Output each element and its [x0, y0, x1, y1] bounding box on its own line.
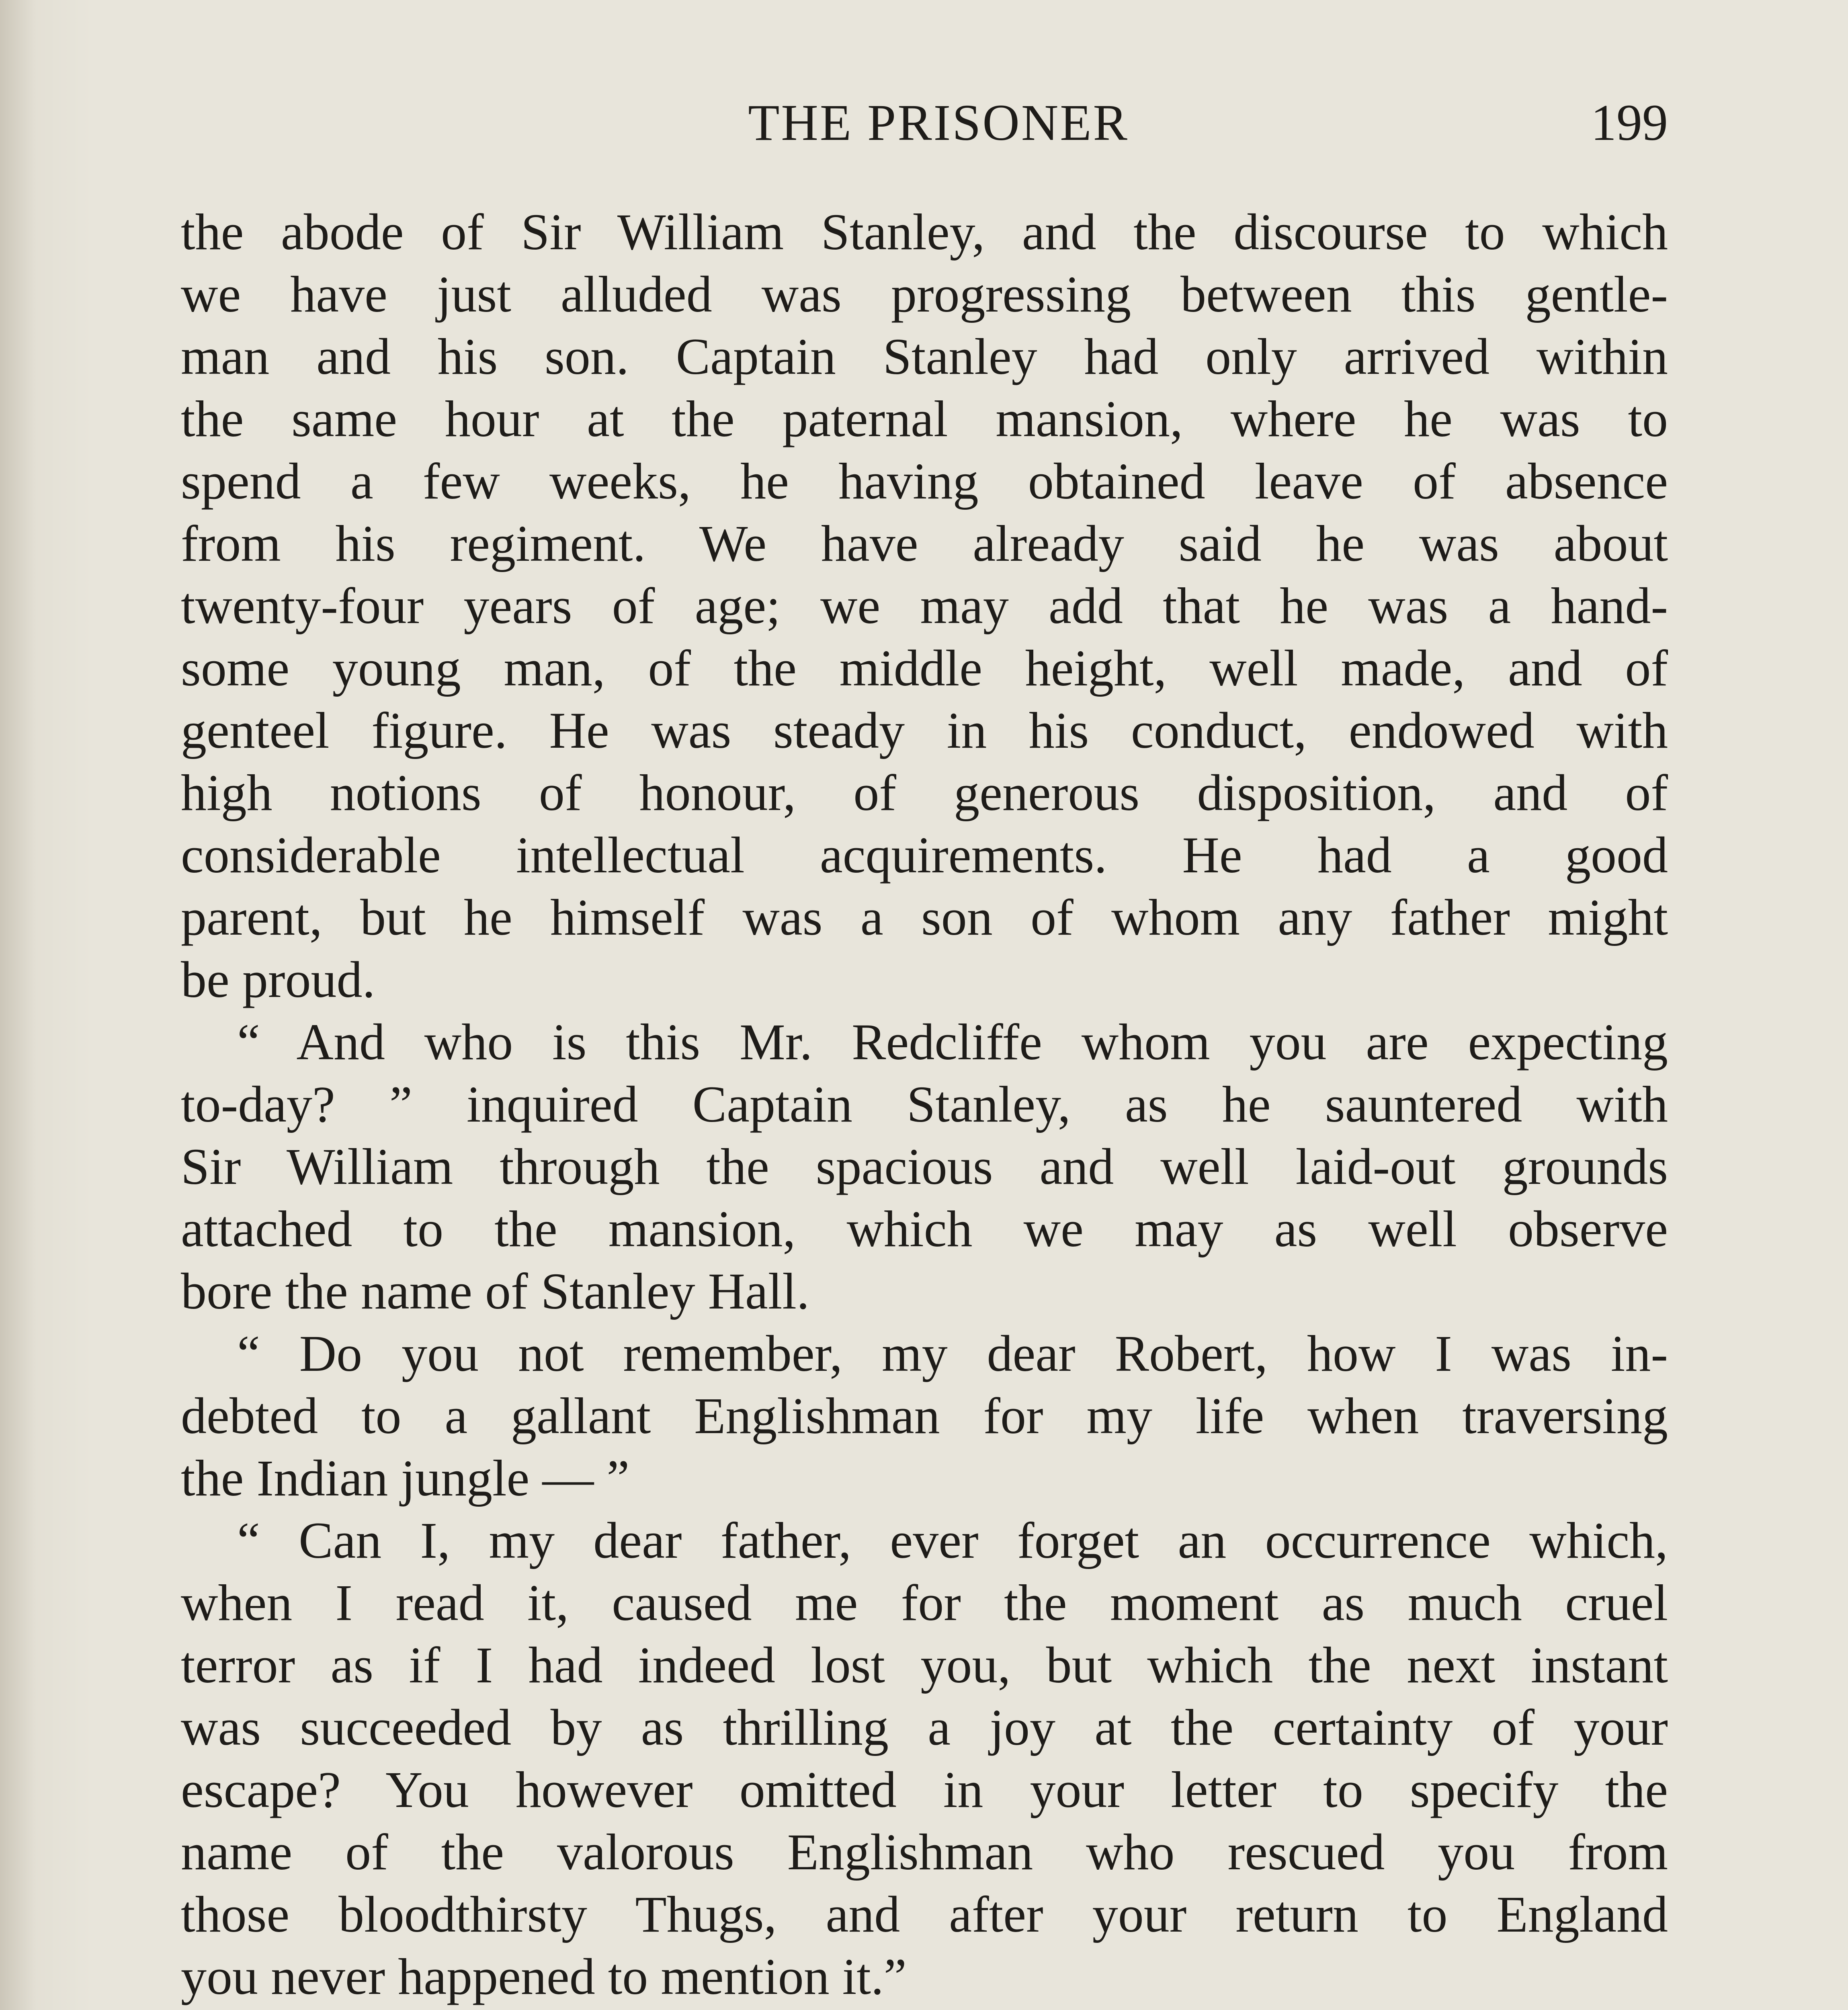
text-line: was succeeded by as thrilling a joy at the certainty of your [181, 1699, 1668, 1756]
text-line: “ Can I, my dear father, ever forget an occurrence which, [237, 1512, 1668, 1569]
text-line: when I read it, caused me for the moment as much cruel [181, 1574, 1668, 1631]
text-line: attached to the mansion, which we may as well observe [181, 1200, 1668, 1257]
text-line: the same hour at the paternal mansion, where he was to [181, 390, 1668, 447]
text-line: parent, but he himself was a son of whom any father might [181, 889, 1668, 946]
text-line: be proud. [181, 951, 375, 1008]
text-line: we have just alluded was progressing between this gentle- [181, 266, 1668, 323]
text-line: some young man, of the middle height, well made, and of [181, 640, 1668, 697]
text-line: genteel figure. He was steady in his conduct, endowed with [181, 702, 1668, 759]
running-title: THE PRISONER [748, 94, 1129, 151]
page-number: 199 [1591, 94, 1668, 151]
text-line: you never happened to mention it.” [181, 1948, 907, 2005]
body-text [181, 201, 1668, 2010]
text-line: “ And who is this Mr. Redcliffe whom you are expecting [237, 1013, 1668, 1071]
text-line: considerable intellectual acquirements. He had a good [181, 827, 1668, 884]
text-line: “ Do you not remember, my dear Robert, how I was in- [237, 1325, 1668, 1382]
text-line: high notions of honour, of generous disposition, and of [181, 764, 1668, 821]
text-line: spend a few weeks, he having obtained leave of absence [181, 453, 1668, 510]
text-line: Sir William through the spacious and well laid-out grounds [181, 1138, 1668, 1195]
text-line: the abode of Sir William Stanley, and the discourse to which [181, 203, 1668, 260]
text-line: those bloodthirsty Thugs, and after your return to England [181, 1886, 1668, 1943]
text-line: name of the valorous Englishman who rescued you from [181, 1823, 1668, 1881]
text-line: twenty-four years of age; we may add that he was a hand- [181, 577, 1668, 634]
text-line: debted to a gallant Englishman for my life when traversing [181, 1387, 1668, 1444]
text-line: bore the name of Stanley Hall. [181, 1263, 809, 1320]
text-line: man and his son. Captain Stanley had only arrived within [181, 328, 1668, 385]
text-line: from his regiment. We have already said he was about [181, 515, 1668, 572]
text-line [181, 2008, 1668, 2010]
text-line: escape? You however omitted in your letter to specify the [181, 1761, 1668, 1818]
text-line: terror as if I had indeed lost you, but which the next instant [181, 1637, 1668, 1694]
text-line: to-day? ” inquired Captain Stanley, as he sauntered with [181, 1076, 1668, 1133]
text-line: the Indian jungle — ” [181, 1450, 630, 1507]
running-head [181, 90, 1668, 155]
